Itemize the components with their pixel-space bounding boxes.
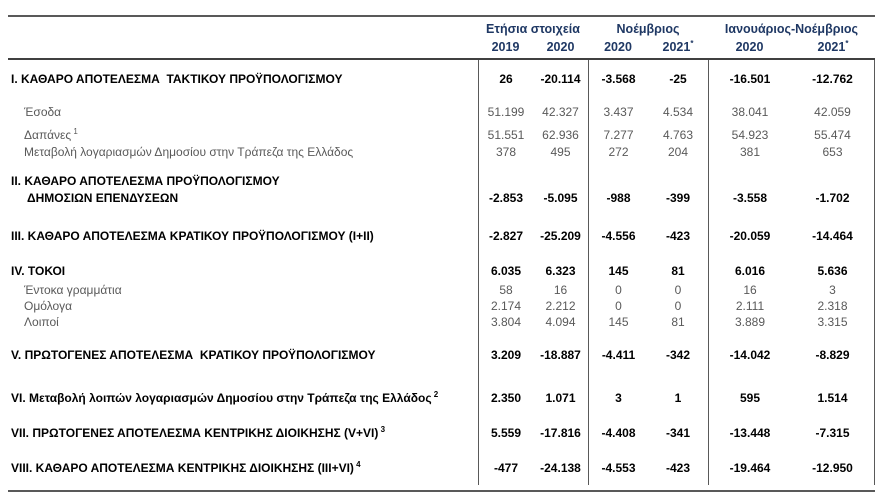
row-label: VI. Μεταβολή λοιπών λογαριασμών Δημοσίου στην Τράπεζα της Ελλάδος $^2$ [11, 390, 439, 405]
row-label: VII. ΠΡΩΤΟΓΕΝΕΣ ΑΠΟΤΕΛΕΣΜΑ ΚΕΝΤΡΙΚΗΣ ΔΙΟΙΚΗΣΗΣ (V+VI) $^3$ [11, 425, 386, 440]
value-cell: 0 [588, 282, 648, 298]
value-cell: 378 [478, 143, 533, 160]
value-cell: 5.636 [791, 259, 875, 282]
row-label: Έντοκα γραμμάτια [24, 283, 122, 297]
footnote-marker: 3 [378, 425, 386, 434]
value-cell: -3.558 [708, 160, 791, 213]
value-cell: -17.816 [540, 425, 581, 440]
provisional-marker: * [845, 38, 849, 48]
value-cell: -19.464 [708, 450, 791, 485]
value-cell: 16 [708, 282, 791, 298]
value-cell: -13.448 [708, 415, 791, 450]
value-cell: 3.804 [478, 314, 533, 330]
value-cell: -2.827 [478, 213, 533, 259]
value-cell: 4.763 [662, 127, 694, 142]
value-cell: 54.923 [708, 126, 791, 143]
table-row [8, 213, 875, 259]
value-cell: -12.762 [791, 60, 875, 98]
value-cell: 7.277 [588, 126, 648, 143]
row-label: Ομόλογα [24, 299, 73, 313]
value-cell: -342 [665, 348, 691, 362]
value-cell: 0 [674, 283, 682, 297]
row-label: Έσοδα [24, 105, 62, 119]
row-label: IV. ΤΟΚΟΙ [11, 263, 66, 278]
value-cell: 6.323 [545, 263, 576, 278]
value-cell: -25 [669, 72, 687, 86]
value-cell: 6.035 [478, 259, 533, 282]
value-cell: -423 [665, 229, 691, 243]
header-label-spacer [8, 17, 478, 58]
row-label: V. ΠΡΩΤΟΓΕΝΕΣ ΑΠΟΤΕΛΕΣΜΑ ΚΡΑΤΙΚΟΥ ΠΡΟΫΠΟΛΟΓΙΣΜΟΥ [11, 348, 376, 362]
value-cell: -4.556 [588, 213, 648, 259]
value-cell: 16 [553, 283, 568, 297]
column-group-label: Νοέμβριος [616, 22, 680, 36]
column-group-2 [588, 17, 708, 58]
value-cell: 26 [478, 60, 533, 98]
value-cell: -12.950 [791, 450, 875, 485]
value-cell: -18.887 [540, 348, 581, 362]
year-header: 2021* [662, 38, 694, 54]
value-cell: -20.114 [540, 72, 581, 86]
year-header: 2020 [735, 40, 764, 54]
value-cell: -3.568 [588, 60, 648, 98]
table-body [8, 60, 875, 492]
value-cell: 4.094 [545, 315, 576, 329]
value-cell: 204 [667, 144, 689, 159]
year-header: 2021* [817, 38, 849, 54]
table-row [8, 282, 875, 298]
column-group-1 [478, 17, 588, 58]
value-cell: -399 [665, 191, 691, 205]
value-cell: 495 [550, 144, 571, 159]
provisional-marker: * [690, 38, 694, 48]
row-label: I. ΚΑΘΑΡΟ ΑΠΟΤΕΛΕΣΜΑ ΤΑΚΤΙΚΟΥ ΠΡΟΫΠΟΛΟΓΙΣΜΟΥ [11, 72, 343, 86]
row-label: Λοιποί [24, 315, 59, 329]
value-cell: 145 [588, 259, 648, 282]
value-cell: 1.514 [791, 380, 875, 415]
value-cell: 3 [791, 282, 875, 298]
table-row [8, 298, 875, 314]
value-cell: 3.209 [478, 330, 533, 380]
row-label: Μεταβολή λογαριασμών Δημοσίου στην Τράπεζα της Ελλάδος [24, 144, 354, 159]
value-cell: -20.059 [708, 213, 791, 259]
value-cell: -25.209 [540, 229, 581, 243]
value-cell: 2.350 [478, 380, 533, 415]
value-cell: 1.071 [545, 390, 576, 405]
value-cell: -423 [665, 460, 691, 475]
row-label: III. ΚΑΘΑΡΟ ΑΠΟΤΕΛΕΣΜΑ ΚΡΑΤΙΚΟΥ ΠΡΟΫΠΟΛΟΓΙΣΜΟΥ (I+II) [11, 229, 374, 243]
value-cell: -7.315 [791, 415, 875, 450]
value-cell: -477 [478, 450, 533, 485]
value-cell: 6.016 [708, 259, 791, 282]
column-group-label: Ετήσια στοιχεία [486, 22, 580, 36]
table-row [8, 415, 875, 450]
value-cell: -16.501 [708, 60, 791, 98]
value-cell: -4.411 [588, 330, 648, 380]
value-cell: 1 [674, 390, 682, 405]
value-cell: -1.702 [791, 160, 875, 213]
value-cell: 51.199 [478, 98, 533, 126]
value-cell: -4.553 [588, 450, 648, 485]
value-cell: 2.111 [708, 298, 791, 314]
value-cell: 2.318 [791, 298, 875, 314]
row-label: VIII. ΚΑΘΑΡΟ ΑΠΟΤΕΛΕΣΜΑ ΚΕΝΤΡΙΚΗΣ ΔΙΟΙΚΗΣΗΣ (III+VI) $^4$ [11, 460, 361, 475]
value-cell: -14.464 [791, 213, 875, 259]
table-row [8, 450, 875, 485]
value-cell: 5.559 [478, 415, 533, 450]
year-header: 2020 [604, 40, 632, 54]
table-row [8, 380, 875, 415]
footnote-marker: 1 [71, 127, 78, 136]
table-row [8, 60, 875, 98]
year-header: 2019 [491, 40, 520, 54]
table-header [8, 17, 875, 60]
table-row [8, 160, 875, 213]
value-cell: 2.174 [478, 298, 533, 314]
value-cell: 2.212 [545, 299, 576, 313]
value-cell: 3 [588, 380, 648, 415]
value-cell: 653 [791, 143, 875, 160]
value-cell: 3.315 [791, 314, 875, 330]
value-cell: 81 [671, 315, 685, 329]
value-cell: 3.437 [588, 98, 648, 126]
value-cell: 0 [588, 298, 648, 314]
value-cell: -24.138 [540, 460, 581, 475]
value-cell: 58 [478, 282, 533, 298]
value-cell: 42.059 [791, 98, 875, 126]
state-budget-table [8, 15, 875, 492]
table-row [8, 314, 875, 330]
table-row [8, 330, 875, 380]
value-cell: 38.041 [708, 98, 791, 126]
value-cell: -2.853 [478, 160, 533, 213]
row-label: Δαπάνες $^1$ [24, 127, 78, 142]
value-cell: 81 [671, 263, 685, 278]
column-group-3 [708, 17, 875, 58]
table-row [8, 126, 875, 143]
row-label: II. ΚΑΘΑΡΟ ΑΠΟΤΕΛΕΣΜΑ ΠΡΟΫΠΟΛΟΓΙΣΜΟΥ ΔΗΜΟΣΙΩΝ ΕΠΕΝΔΥΣΕΩΝ [11, 174, 280, 205]
value-cell: -14.042 [708, 330, 791, 380]
value-cell: 595 [708, 380, 791, 415]
value-cell: 0 [674, 299, 682, 313]
table-row [8, 143, 875, 160]
column-group-label: Ιανουάριος-Νοέμβριος [724, 22, 859, 36]
value-cell: -341 [665, 425, 691, 440]
value-cell: 62.936 [542, 127, 579, 142]
value-cell: -988 [588, 160, 648, 213]
table-row [8, 259, 875, 282]
footnote-marker: 4 [353, 460, 361, 469]
value-cell: -5.095 [543, 191, 578, 205]
value-cell: -4.408 [588, 415, 648, 450]
value-cell: 51.551 [478, 126, 533, 143]
value-cell: 272 [588, 143, 648, 160]
value-cell: -8.829 [791, 330, 875, 380]
value-cell: 381 [708, 143, 791, 160]
value-cell: 42.327 [542, 105, 579, 119]
value-cell: 55.474 [791, 126, 875, 143]
value-cell: 3.889 [708, 314, 791, 330]
footnote-marker: 2 [431, 390, 439, 399]
value-cell: 4.534 [662, 105, 694, 119]
value-cell: 145 [588, 314, 648, 330]
table-row [8, 98, 875, 126]
year-header: 2020 [546, 40, 575, 54]
